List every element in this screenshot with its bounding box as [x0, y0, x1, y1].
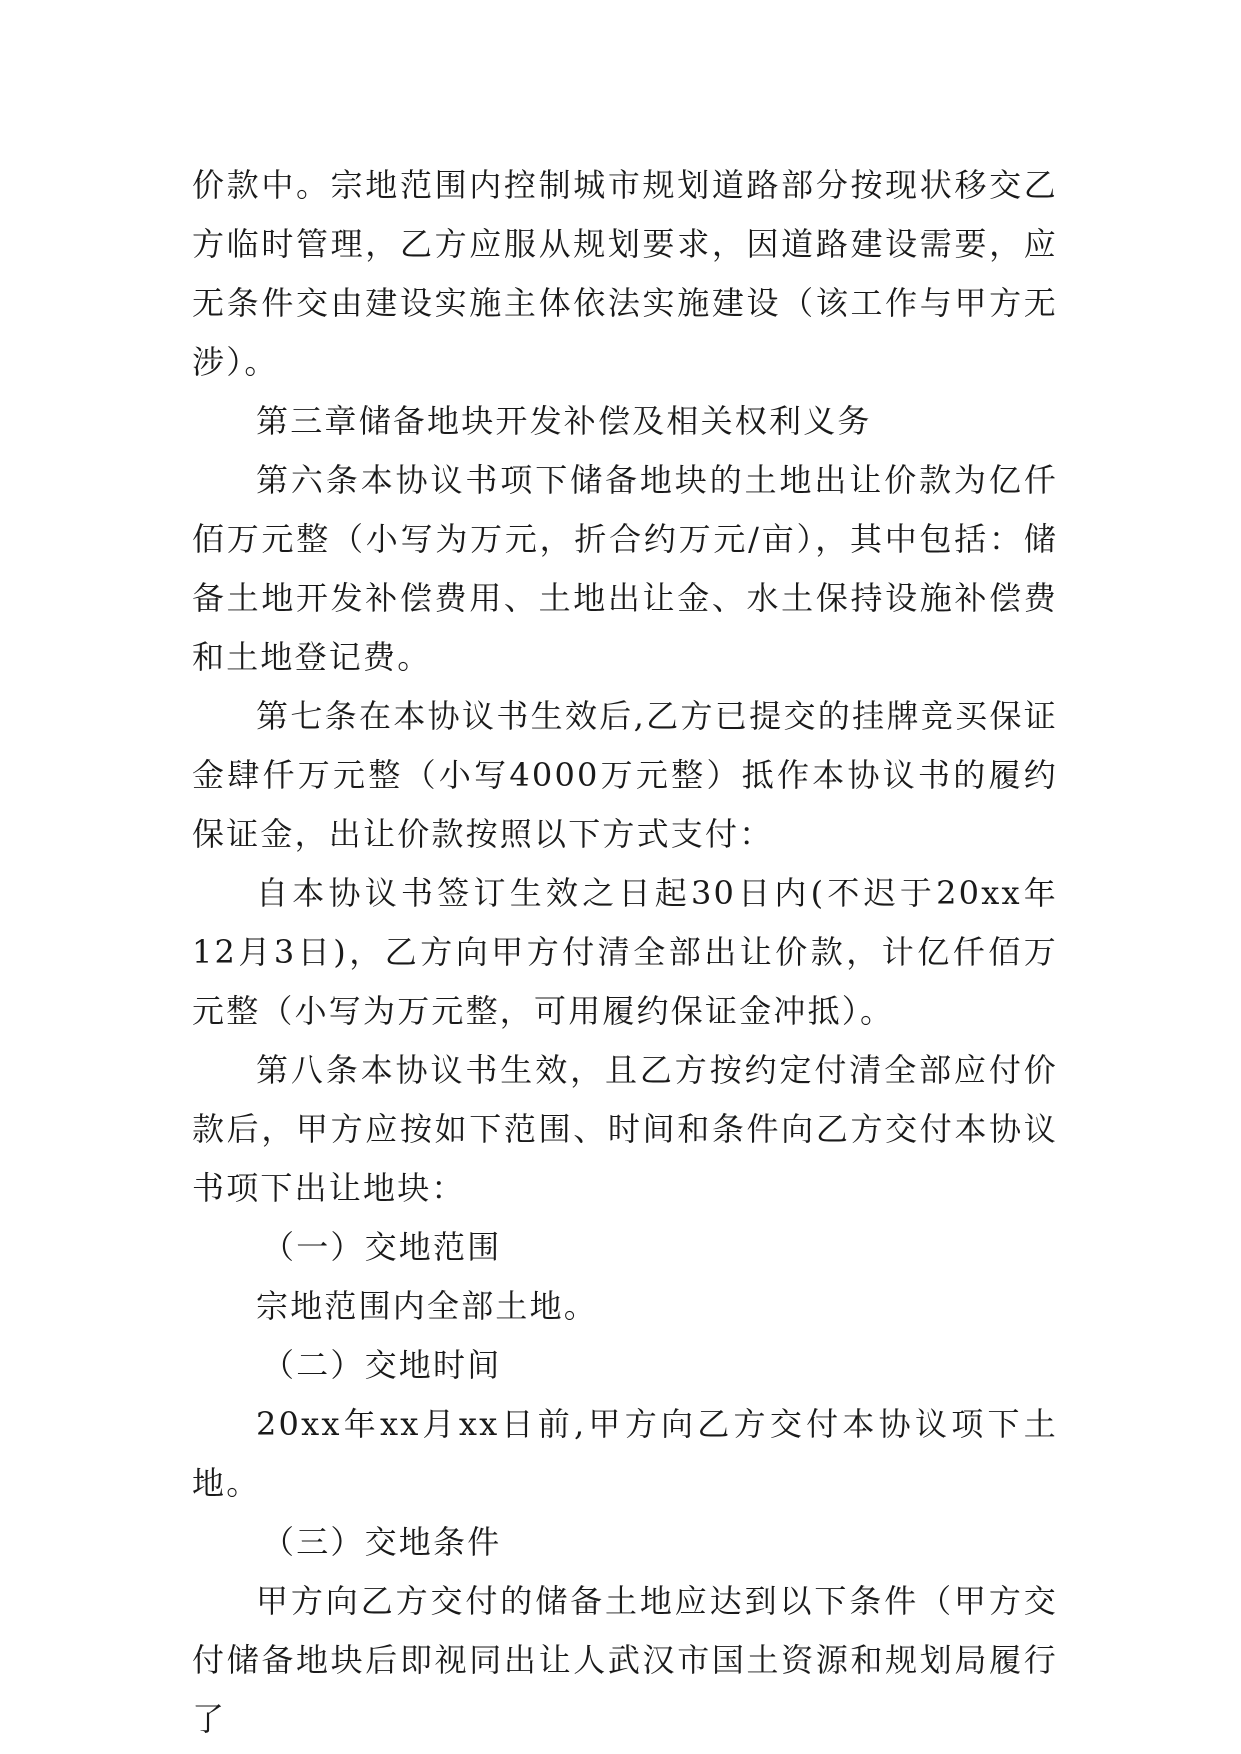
subheading-delivery-scope: （一）交地范围	[262, 1228, 502, 1266]
subheading-delivery-conditions: （三）交地条件	[262, 1523, 502, 1561]
article-seven: 第七条在本协议书生效后,乙方已提交的挂牌竞买保证金肆仟万元整（小写4000万元整）抵作本协议书的履约保证金，出让价款按照以下方式支付：	[192, 697, 1058, 853]
article-eight: 第八条本协议书生效，且乙方按约定付清全部应付价款后，甲方应按如下范围、时间和条件向乙方交付本协议书项下出让地块：	[192, 1051, 1058, 1207]
delivery-conditions-text: 甲方向乙方交付的储备土地应达到以下条件（甲方交付储备地块后即视同出让人武汉市国土资源和规划局履行了	[192, 1582, 1058, 1738]
chapter-heading: 第三章储备地块开发补偿及相关权利义务	[256, 402, 872, 440]
document-body	[192, 156, 1058, 1749]
subheading-delivery-time: （二）交地时间	[262, 1346, 502, 1384]
paragraph-continuation: 价款中。宗地范围内控制城市规划道路部分按现状移交乙方临时管理，乙方应服从规划要求，因道路建设需要，应无条件交由建设实施主体依法实施建设（该工作与甲方无涉）。	[192, 166, 1058, 381]
article-six: 第六条本协议书项下储备地块的土地出让价款为亿仟佰万元整（小写为万元，折合约万元/亩），其中包括：储备土地开发补偿费用、土地出让金、水土保持设施补偿费和土地登记费。	[192, 461, 1058, 676]
payment-term: 自本协议书签订生效之日起30日内(不迟于20xx年12月3日)，乙方向甲方付清全部出让价款，计亿仟佰万元整（小写为万元整，可用履约保证金冲抵）。	[192, 874, 1058, 1030]
delivery-time-text: 20xx年xx月xx日前,甲方向乙方交付本协议项下土地。	[192, 1405, 1058, 1502]
delivery-scope-text: 宗地范围内全部土地。	[256, 1287, 599, 1325]
